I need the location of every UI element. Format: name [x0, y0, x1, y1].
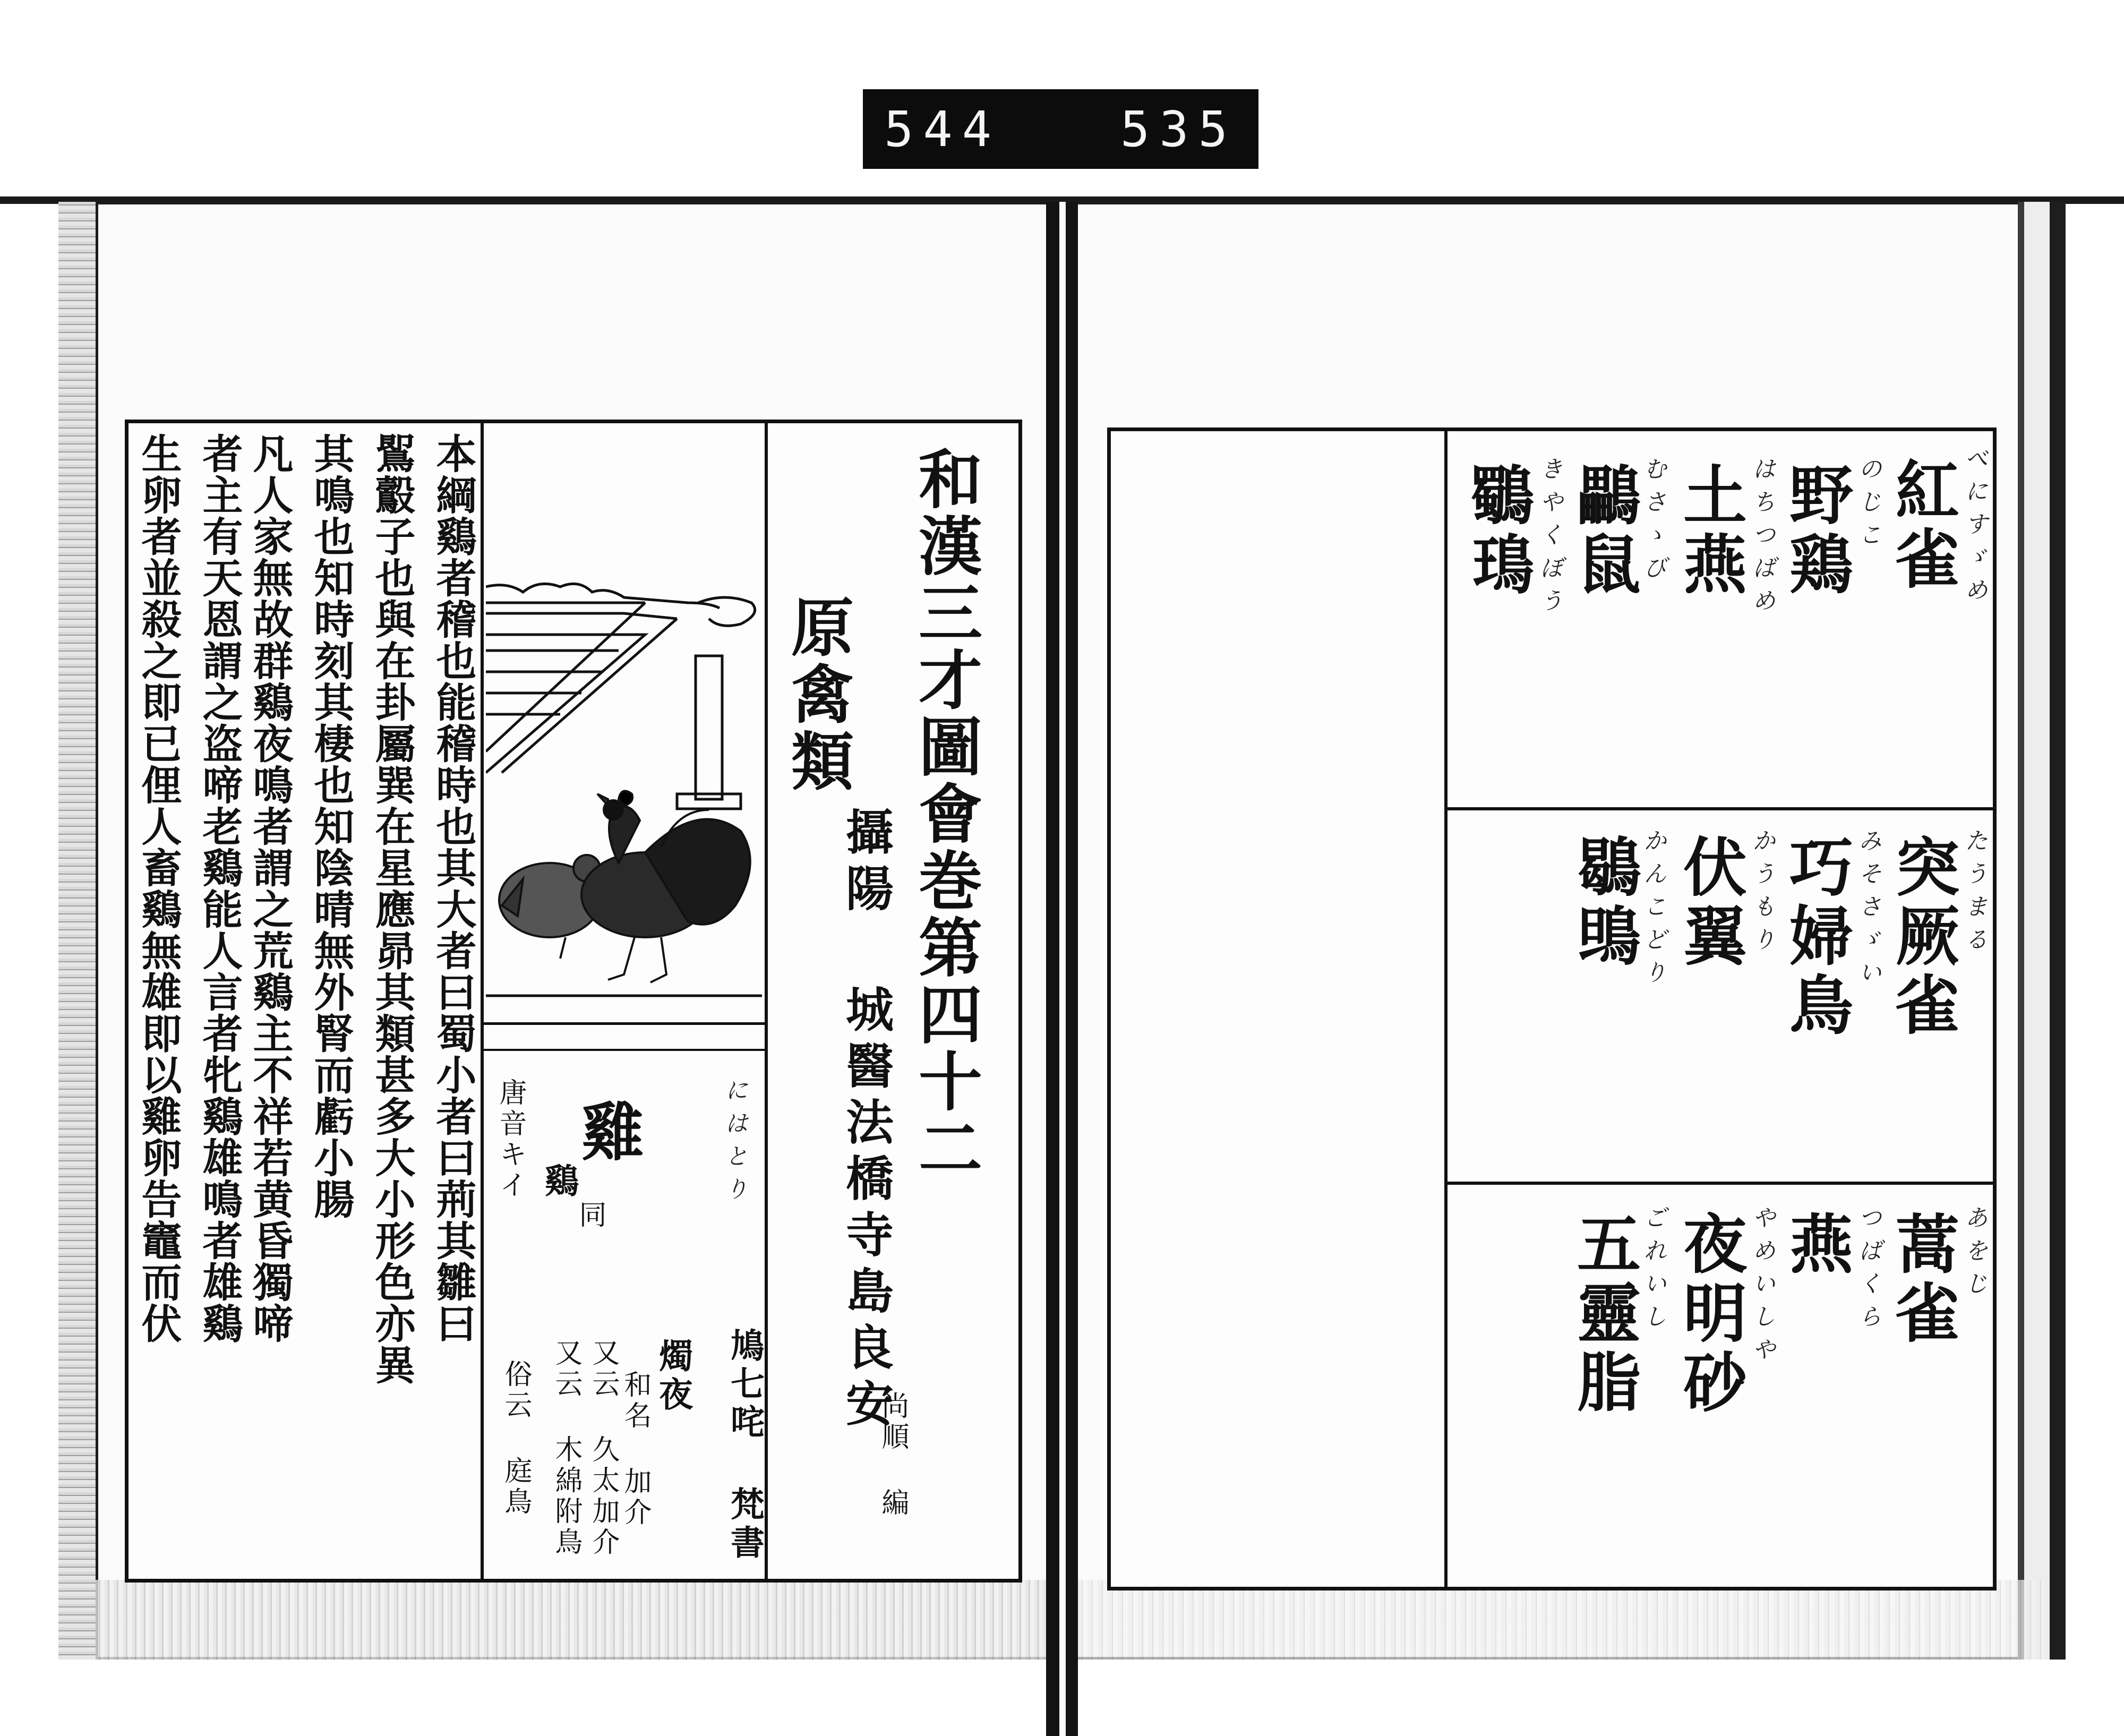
author-note: 尚順 編	[877, 1391, 909, 1519]
body-text-column: 生卵者並殺之即已俚人畜鷄無雄即以雞卵告竈而伏	[135, 433, 182, 1344]
entry-reading-kana: にはとり	[721, 1078, 748, 1210]
left-page-edge	[58, 202, 101, 1660]
alias-item: 鳩七咤 梵書	[725, 1328, 765, 1563]
left-page-bottom-stain	[96, 1580, 1059, 1660]
category-heading: 原禽類	[781, 595, 854, 796]
entry-name: 伏翼	[1673, 834, 1748, 972]
entry-reading: のじこ	[1854, 457, 1881, 555]
entry-name: 五靈脂	[1566, 1211, 1641, 1418]
right-blank-divider	[1444, 427, 1448, 1590]
entry-top-rule	[481, 1049, 767, 1051]
body-text-column: 其鳴也知時刻其棲也知陰晴無外腎而虧小腸	[307, 433, 355, 1220]
entry-reading: むさゝび	[1639, 457, 1666, 588]
right-page-edge	[2018, 202, 2066, 1660]
entry-reading: あをじ	[1960, 1205, 1988, 1304]
entry-reading: つばくら	[1854, 1205, 1881, 1337]
entry-reading: かんこどり	[1639, 828, 1666, 993]
body-illustration-divider	[481, 420, 484, 1583]
entry-headword-variant: 鷄	[539, 1163, 579, 1201]
section-divider-2	[1444, 1182, 1997, 1185]
entry-reading: かうもり	[1748, 828, 1775, 960]
alias-item: 和名 加介	[619, 1370, 651, 1528]
entry-name: 燕	[1779, 1211, 1854, 1280]
entry-name: 蒿雀	[1885, 1211, 1960, 1349]
entry-same-note: 同	[574, 1200, 606, 1231]
entry-reading: みそさゞい	[1854, 828, 1881, 993]
entry-name: 野鶏	[1779, 462, 1854, 600]
alias-item: 又云 久太加介	[587, 1338, 619, 1558]
alias-item: 又云 木綿附鳥	[550, 1338, 582, 1558]
entry-name: 紅雀	[1885, 457, 1960, 595]
body-text-column: 凡人家無故群鷄夜鳴者謂之荒鷄主不祥若黄昏獨啼	[246, 433, 294, 1344]
film-number-label	[863, 89, 1258, 169]
body-text-column: 者主有天恩謂之盗啼老鷄能人言者牝鷄雄鳴者雄鷄	[196, 433, 243, 1344]
film-left-number: 544	[884, 100, 1001, 158]
title-column-divider	[765, 420, 768, 1583]
body-text-column: 𪃹鷇子也與在卦屬巽在星應昴其類甚多大小形色亦異	[369, 433, 416, 1386]
alias-item: 俗云 庭鳥	[500, 1359, 532, 1518]
entry-name: 巧婦鳥	[1779, 834, 1854, 1041]
entry-reading: たうまる	[1960, 828, 1988, 960]
entry-name: 鸀鳿	[1460, 462, 1535, 600]
entry-name: 鶡鴠	[1566, 834, 1641, 972]
entry-headword: 雞	[571, 1099, 645, 1166]
book-gutter-gap	[1059, 202, 1066, 1736]
entry-reading: きやくぼう	[1536, 457, 1563, 621]
entry-reading: ごれいし	[1639, 1205, 1666, 1337]
entry-reading: やめいしや	[1748, 1205, 1775, 1370]
film-right-number: 535	[1120, 100, 1237, 158]
book-title: 和漢三才圖會巻第四十二	[908, 446, 983, 1182]
entry-reading: べにすゞめ	[1960, 446, 1988, 611]
section-divider-1	[1444, 807, 1997, 810]
entry-name: 鸓鼠	[1566, 462, 1641, 600]
author-line: 攝陽 城醫法橋寺島良安	[837, 807, 894, 1435]
body-text-column: 本綱鷄者稽也能稽時也其大者曰蜀小者曰荊其雛曰	[430, 433, 477, 1344]
tang-reading: 唐音キイ	[494, 1078, 526, 1201]
entry-name: 夜明砂	[1673, 1211, 1748, 1418]
rooster-hen-illustration	[486, 427, 762, 1020]
alias-item: 燭夜	[653, 1338, 693, 1415]
entry-name: 土燕	[1673, 462, 1748, 600]
entry-name: 突厥雀	[1885, 834, 1960, 1041]
illustration-bottom-rule	[481, 1022, 767, 1025]
right-page-bottom-stain	[1067, 1580, 2044, 1660]
entry-reading: はちつばめ	[1748, 457, 1775, 621]
